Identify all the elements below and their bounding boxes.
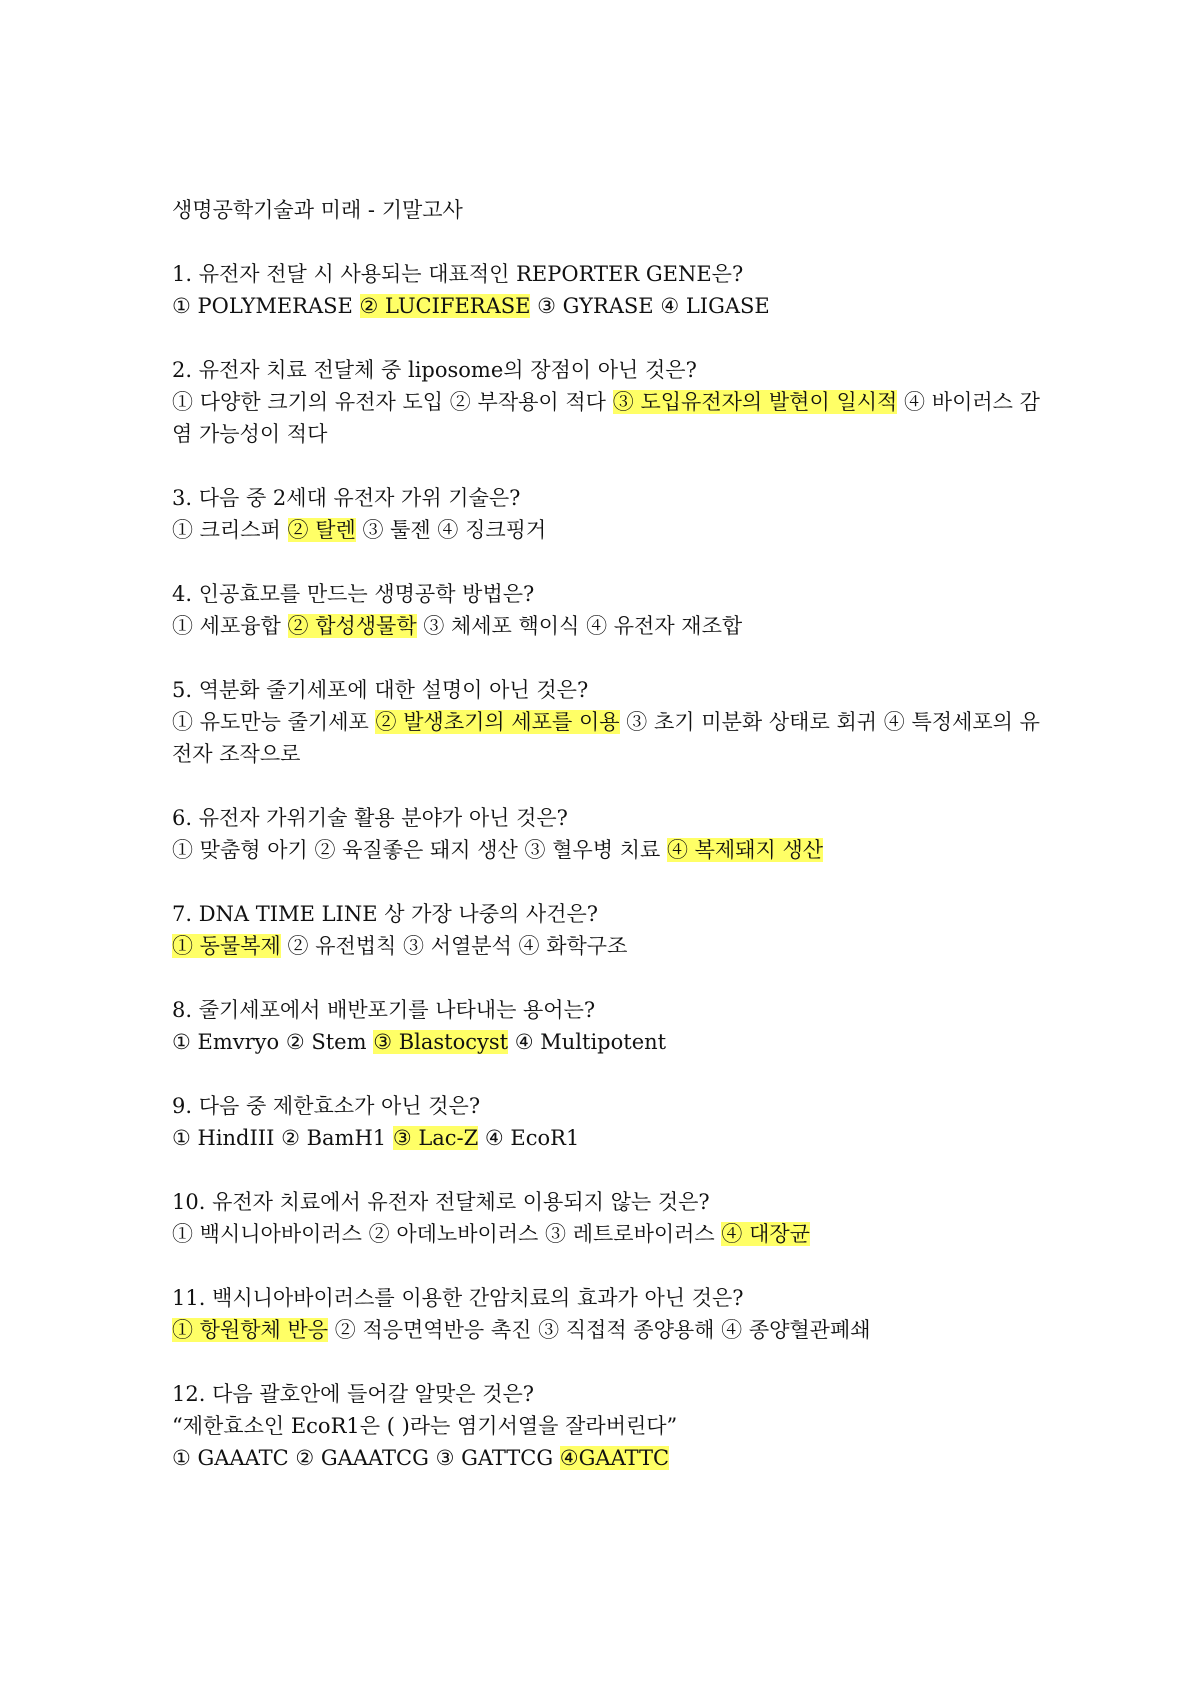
option-4: ④ 종양혈관폐쇄 [721, 1318, 871, 1342]
option-1: ① GAAATC [172, 1446, 289, 1470]
option-list [172, 610, 1040, 642]
option-2: ② 합성생물학 [287, 614, 417, 638]
question-text: 11. 백시니아바이러스를 이용한 간암치료의 효과가 아닌 것은? [172, 1286, 744, 1310]
option-4: ④ EcoR1 [484, 1126, 580, 1150]
option-list [172, 386, 1040, 450]
option-1: ① 백시니아바이러스 [172, 1222, 362, 1246]
option-3: ③ GYRASE [537, 294, 654, 318]
option-list [172, 1442, 1040, 1474]
option-2: ② 부작용이 적다 [449, 390, 606, 414]
option-4: ④ Multipotent [514, 1030, 667, 1054]
option-2: ② 적응면역반응 촉진 [334, 1318, 532, 1342]
question-11 [172, 1282, 1040, 1346]
question-text: 12. 다음 괄호안에 들어갈 알맞은 것은? [172, 1382, 535, 1406]
question-8 [172, 994, 1040, 1058]
option-list [172, 514, 1040, 546]
option-2: ② 아데노바이러스 [368, 1222, 539, 1246]
option-3: ③ 직접적 종양용해 [538, 1318, 715, 1342]
question-9 [172, 1090, 1040, 1154]
question-10 [172, 1186, 1040, 1250]
question-text: 9. 다음 중 제한효소가 아닌 것은? [172, 1094, 481, 1118]
question-text: 10. 유전자 치료에서 유전자 전달체로 이용되지 않는 것은? [172, 1190, 710, 1214]
option-list [172, 834, 1040, 866]
page-title: 생명공학기술과 미래 - 기말고사 [172, 198, 463, 222]
option-3: ③ 툴젠 [362, 518, 431, 542]
question-2 [172, 354, 1040, 450]
option-list [172, 1314, 1040, 1346]
option-1: ① 유도만능 줄기세포 [172, 710, 369, 734]
option-2: ② 발생초기의 세포를 이용 [375, 710, 620, 734]
question-text: 8. 줄기세포에서 배반포기를 나타내는 용어는? [172, 998, 596, 1022]
option-1: ① 항원항체 반응 [172, 1318, 329, 1342]
option-1: ① 세포융합 [172, 614, 281, 638]
option-3: ③ 체세포 핵이식 [423, 614, 580, 638]
option-4: ④ 징크핑거 [437, 518, 547, 542]
option-3: ③ 도입유전자의 발현이 일시적 [612, 390, 898, 414]
option-2: ② BamH1 [281, 1126, 387, 1150]
option-3: ③ 레트로바이러스 [545, 1222, 715, 1246]
option-3: ③ 혈우병 치료 [524, 838, 661, 862]
question-7 [172, 898, 1040, 962]
option-2: ② GAAATCG [295, 1446, 429, 1470]
question-4 [172, 578, 1040, 642]
option-list [172, 1026, 1040, 1058]
question-text: 4. 인공효모를 만드는 생명공학 방법은? [172, 582, 535, 606]
option-2: ② LUCIFERASE [359, 294, 531, 318]
option-1: ① 크리스퍼 [172, 518, 281, 542]
option-4: ④ 유전자 재조합 [586, 614, 743, 638]
option-4: ④ LIGASE [660, 294, 770, 318]
option-list [172, 706, 1040, 770]
option-3: ③ Lac-Z [392, 1126, 479, 1150]
question-12 [172, 1378, 1040, 1474]
option-list [172, 1122, 1040, 1154]
option-4: ④ 특정세포의 유전자 조작으로 [172, 710, 1040, 766]
question-text: 2. 유전자 치료 전달체 중 liposome의 장점이 아닌 것은? [172, 358, 697, 382]
question-text: 6. 유전자 가위기술 활용 분야가 아닌 것은? [172, 806, 568, 830]
question-1 [172, 258, 1040, 322]
option-3: ③ Blastocyst [373, 1030, 509, 1054]
option-list [172, 1218, 1040, 1250]
option-3: ③ 서열분석 [403, 934, 512, 958]
option-1: ① 동물복제 [172, 934, 281, 958]
option-1: ① 맞춤형 아기 [172, 838, 308, 862]
option-4: ④ 복제돼지 생산 [666, 838, 824, 862]
question-3 [172, 482, 1040, 546]
option-4: ④ 화학구조 [518, 934, 628, 958]
question-6 [172, 802, 1040, 866]
option-1: ① Emvryo [172, 1030, 280, 1054]
option-4: ④GAATTC [559, 1446, 670, 1470]
option-2: ② 유전법칙 [287, 934, 397, 958]
option-2: ② 탈렌 [287, 518, 356, 542]
question-quote: “제한효소인 EcoR1은 ( )라는 염기서열을 잘라버린다” [172, 1414, 678, 1438]
question-text: 7. DNA TIME LINE 상 가장 나중의 사건은? [172, 902, 599, 926]
question-text: 3. 다음 중 2세대 유전자 가위 기술은? [172, 486, 521, 510]
option-1: ① 다양한 크기의 유전자 도입 [172, 390, 444, 414]
option-1: ① HindIII [172, 1126, 275, 1150]
option-1: ① POLYMERASE [172, 294, 353, 318]
option-list [172, 290, 1040, 322]
question-text: 1. 유전자 전달 시 사용되는 대표적인 REPORTER GENE은? [172, 262, 744, 286]
option-3: ③ 초기 미분화 상태로 회귀 [626, 710, 878, 734]
option-2: ② Stem [285, 1030, 367, 1054]
question-text: 5. 역분화 줄기세포에 대한 설명이 아닌 것은? [172, 678, 589, 702]
option-4: ④ 대장균 [721, 1222, 810, 1246]
option-4: ④ 바이러스 감염 가능성이 적다 [172, 390, 1040, 446]
option-2: ② 육질좋은 돼지 생산 [314, 838, 518, 862]
question-5 [172, 674, 1040, 770]
option-list [172, 930, 1040, 962]
option-3: ③ GATTCG [435, 1446, 554, 1470]
